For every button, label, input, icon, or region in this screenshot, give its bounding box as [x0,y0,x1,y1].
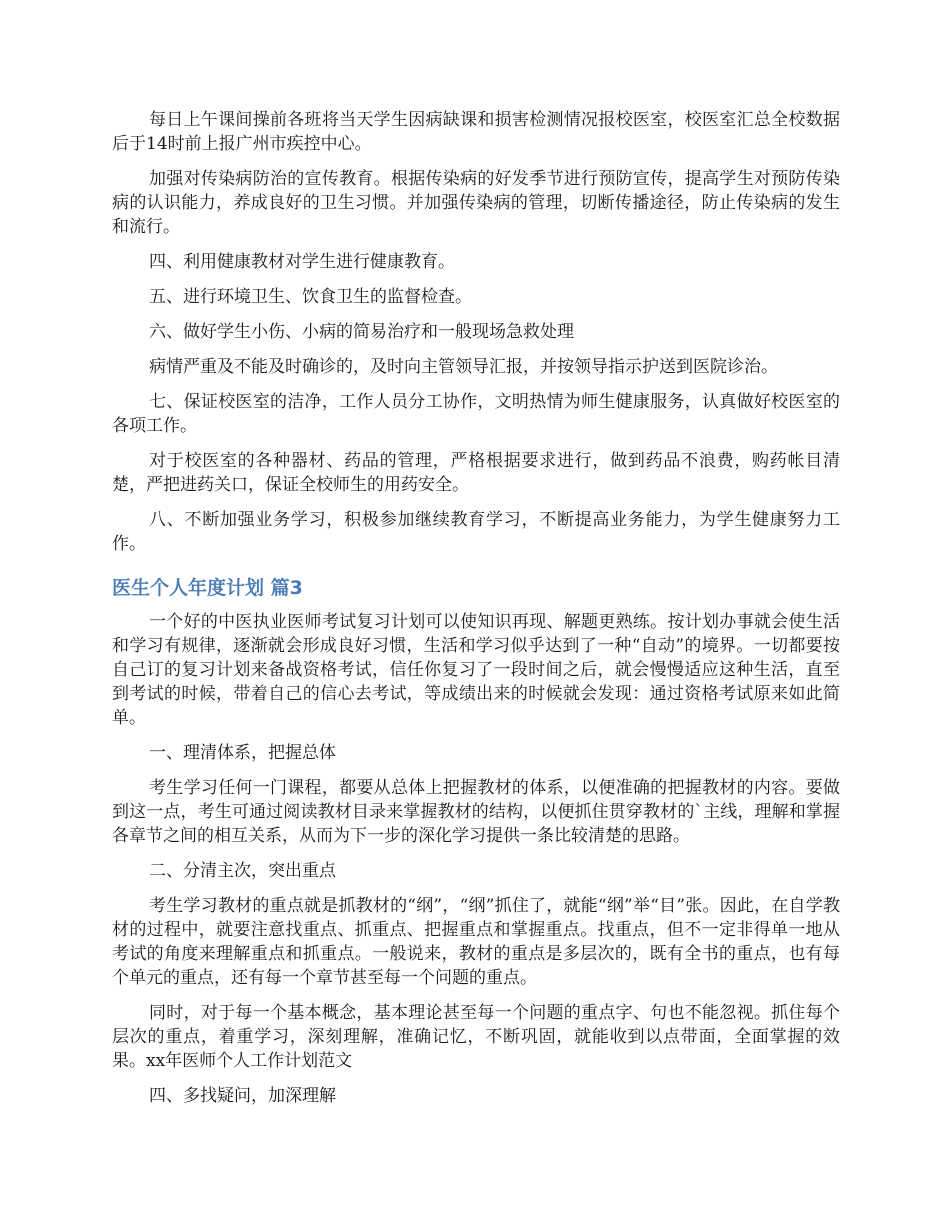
paragraph-system-overview: 考生学习任何一门课程，都要从总体上把握教材的体系，以便准确的把握教材的内容。要做到这一点，考生可通过阅读教材目录来掌握教材的结构，以便抓住贯穿教材的`主线，理解和掌握各章节之间的相互关系，从而为下一步的深化学习提供一条比较清楚的思路。 [112,778,840,846]
paragraph-step-four: 四、多找疑问，加深理解 [149,1086,336,1106]
paragraph-key-points: 考生学习教材的重点就是抓教材的“纲”，“纲”抓住了，就能“纲”举“目”张。因此，在自学教材的过程中，就要注意找重点、抓重点、把握重点和掌握重点。找重点，但不一定非得单一地从考试的角度来理解重点和抓重点。一般说来，教材的重点是多层次的，既有全书的重点，也有每个单元的重点，还有每一个章节甚至每一个问题的重点。 [112,896,840,988]
paragraph-item-four: 四、利用健康教材对学生进行健康教育。 [149,252,455,272]
paragraph-serious-illness: 病情严重及不能及时确诊的，及时向主管领导汇报，并按领导指示护送到医院诊治。 [149,357,778,377]
section-heading: 医生个人年度计划 篇3 [112,577,303,599]
paragraph-step-one: 一、理清体系，把握总体 [149,743,336,763]
paragraph-equipment-management: 对于校医室的各种器材、药品的管理，严格根据要求进行，做到药品不浪费，购药帐目清楚，严把进药关口，保证全校师生的用药安全。 [112,451,840,495]
paragraph-review-plan-intro: 一个好的中医执业医师考试复习计划可以使知识再现、解题更熟练。按计划办事就会使生活和学习有规律，逐渐就会形成良好习惯，生活和学习似乎达到了一种“自动”的境界。一切都要按自己订的复习计划来备战资格考试，信任你复习了一段时间之后，就会慢慢适应这种生活，直至到考试的时候，带着自己的信心去考试，等成绩出来的时候就会发现：通过资格考试原来如此简单。 [112,612,840,728]
document-page [112,108,840,1119]
paragraph-infectious-disease-education: 加强对传染病防治的宣传教育。根据传染病的好发季节进行预防宣传，提高学生对预防传染病的认识能力，养成良好的卫生习惯。并加强传染病的管理，切断传播途径，防止传染病的发生和流行。 [112,169,840,237]
paragraph-daily-report: 每日上午课间操前各班将当天学生因病缺课和损害检测情况报校医室，校医室汇总全校数据后于14时前上报广州市疾控中心。 [112,110,840,154]
paragraph-item-six: 六、做好学生小伤、小病的简易治疗和一般现场急救处理 [149,322,574,342]
paragraph-item-eight: 八、不断加强业务学习，积极参加继续教育学习，不断提高业务能力，为学生健康努力工作。 [112,510,840,554]
paragraph-step-two: 二、分清主次，突出重点 [149,861,336,881]
paragraph-item-five: 五、进行环境卫生、饮食卫生的监督检查。 [149,287,472,307]
paragraph-item-seven: 七、保证校医室的洁净，工作人员分工协作，文明热情为师生健康服务，认真做好校医室的各项工作。 [112,392,840,436]
paragraph-basic-concepts: 同时，对于每一个基本概念，基本理论甚至每一个问题的重点字、句也不能忽视。抓住每个层次的重点，着重学习，深刻理解，准确记忆，不断巩固，就能收到以点带面，全面掌握的效果。xx年医师个人工作计划范文 [112,1003,840,1071]
